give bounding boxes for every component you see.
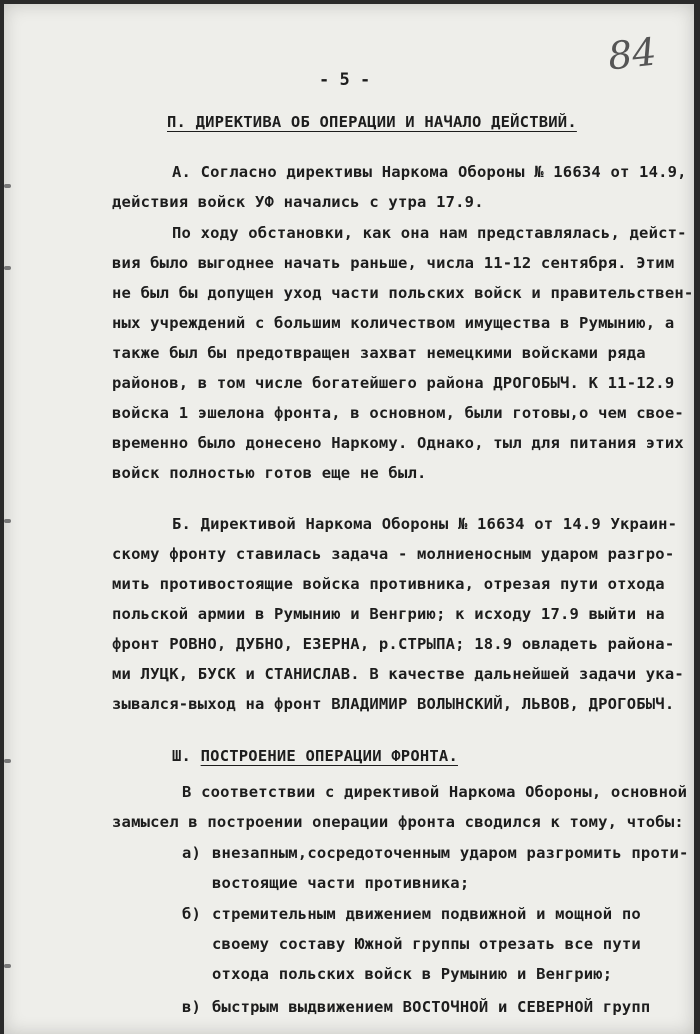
section-3-heading <box>172 746 458 766</box>
text-line: войск полностью готов еще не был. <box>112 464 427 482</box>
text-line: востоящие части противника; <box>212 874 470 892</box>
text-line: фронт РОВНО, ДУБНО, ЕЗЕРНА, р.СТРЫПА; 18.9 овладеть района- <box>112 635 675 653</box>
text-line: мить противостоящие войска противника, отрезая пути отхода <box>112 575 665 593</box>
text-line: ми ЛУЦК, БУСК и СТАНИСЛАВ. В качестве дальнейшей задачи ука- <box>112 665 684 683</box>
text-line: вия было выгоднее начать раньше, числа 11-12 сентября. Этим <box>112 254 675 272</box>
document-page <box>4 4 694 1034</box>
text-line: не был бы допущен уход части польских войск и правительствен- <box>112 284 694 302</box>
list-marker: б) <box>182 905 202 923</box>
text-line: По ходу обстановки, как она нам представлялась, дейст- <box>172 224 687 242</box>
section-2-heading: П. ДИРЕКТИВА ОБ ОПЕРАЦИИ И НАЧАЛО ДЕЙСТВИЙ. <box>167 113 577 131</box>
section-3-numeral: Ш. <box>172 747 192 765</box>
text-line: быстрым выдвижением ВОСТОЧНОЙ и СЕВЕРНОЙ групп <box>212 998 651 1016</box>
text-line: А. Согласно директивы Наркома Обороны № 16634 от 14.9, <box>172 163 687 181</box>
text-line: замысел в построении операции фронта сводился к тому, чтобы: <box>112 813 684 831</box>
text-line: В соответствии с директивой Наркома Обороны, основной <box>182 783 688 801</box>
text-line: своему составу Южной группы отрезать все пути <box>212 935 641 953</box>
text-line: районов, в том числе богатейшего района ДРОГОБЫЧ. К 11-12.9 <box>112 374 675 392</box>
text-line: отхода польских войск в Румынию и Венгрию; <box>212 965 613 983</box>
text-line: также был бы предотвращен захват немецкими войсками ряда <box>112 344 646 362</box>
text-line: Б. Директивой Наркома Обороны № 16634 от 14.9 Украин- <box>172 515 678 533</box>
text-line: ных учреждений с большим количеством имущества в Румынию, а <box>112 314 675 332</box>
list-marker: в) <box>182 998 202 1016</box>
section-3-title: ПОСТРОЕНИЕ ОПЕРАЦИИ ФРОНТА. <box>200 747 458 765</box>
text-line: скому фронту ставилась задача - молниеносным ударом разгро- <box>112 545 675 563</box>
text-line: временно было донесено Наркому. Однако, тыл для питания этих <box>112 434 684 452</box>
page-number: - 5 - <box>319 70 371 90</box>
text-line: стремительным движением подвижной и мощной по <box>212 905 641 923</box>
text-line: войска 1 эшелона фронта, в основном, были готовы,о чем свое- <box>112 404 684 422</box>
text-line: внезапным,сосредоточенным ударом разгромить проти- <box>212 844 689 862</box>
list-marker: а) <box>182 844 202 862</box>
text-line: зывался-выход на фронт ВЛАДИМИР ВОЛЫНСКИЙ, ЛЬВОВ, ДРОГОБЫЧ. <box>112 695 675 713</box>
text-line: действия войск УФ начались с утра 17.9. <box>112 193 484 211</box>
archive-page-number: 84 <box>605 29 659 79</box>
text-line: польской армии в Румынию и Венгрию; к исходу 17.9 выйти на <box>112 605 665 623</box>
